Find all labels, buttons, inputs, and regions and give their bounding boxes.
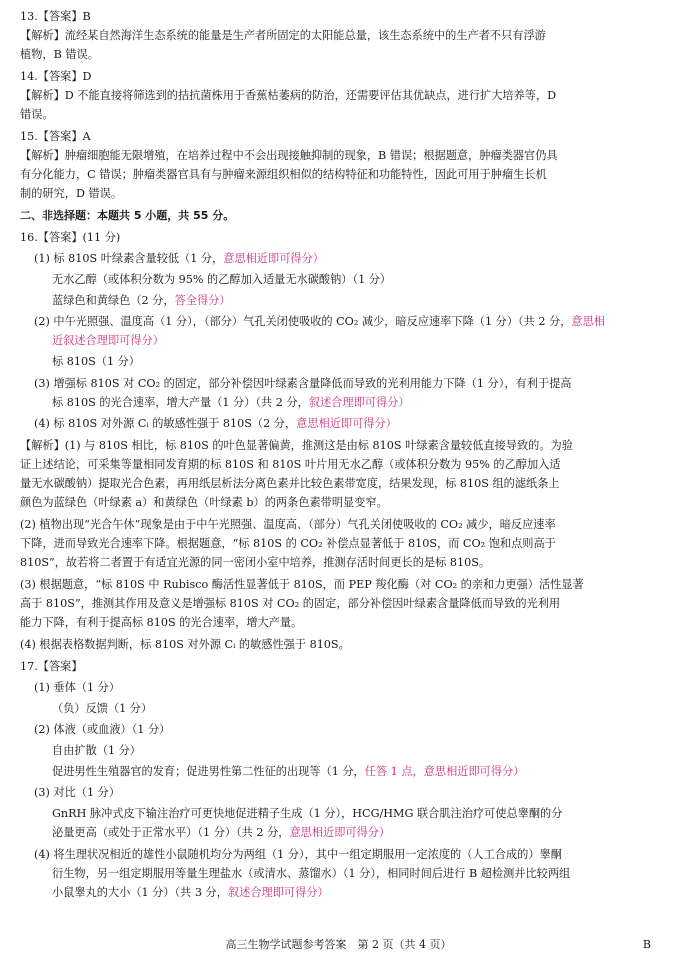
q16-analysis-4: 颜色为蓝绿色（叶绿素 a）和黄绿色（叶绿素 b）的两条色素带明显变窄。 — [20, 496, 388, 509]
footer-version: B — [642, 938, 651, 951]
page-footer — [0, 938, 677, 952]
q15-analysis: 【解析】肿瘤细胞能无限增殖，在培养过程中不会出现接触抑制的现象，B 错误；根据题意，肿瘤类器官仍具 — [20, 149, 558, 162]
q13-analysis-cont: 植物，B 错误。 — [20, 48, 99, 61]
q17-3-cont-2: 泌量更高（或处于正常水平）（1 分）（共 2 分，意思相近即可得分） — [52, 826, 391, 839]
q14-analysis: 【解析】D 不能直接将筛选到的拮抗菌株用于香蕉枯萎病的防治，还需要评估其优缺点，进行扩大培养等，D — [20, 89, 557, 102]
q16-analysis-7: 810S”，故若将二者置于有适宜光源的同一密闭小室中培养，推测存活时间更长的是标 810S。 — [20, 556, 491, 569]
q16-2-answer: 标 810S（1 分） — [52, 355, 140, 368]
q16-1-solvent: 无水乙醇（或体积分数为 95% 的乙醇加入适量无水碳酸钠）（1 分） — [52, 273, 392, 286]
q17-1-line: (1) 垂体（1 分） — [34, 681, 121, 694]
q16-answer: 16.【答案】(11 分) — [20, 231, 121, 244]
q16-2-line: (2) 中午光照强、温度高（1 分），（部分）气孔关闭使吸收的 CO₂ 减少，暗反应速率下降（1 分）（共 2 分，意思相 — [34, 315, 605, 328]
q17-2-diffusion: 自由扩散（1 分） — [52, 744, 141, 757]
q17-3-line: (3) 对比（1 分） — [34, 786, 121, 799]
footer-page-info: 高三生物学试题参考答案 第 2 页（共 4 页） — [225, 938, 452, 951]
q16-analysis-10: 能力下降，有利于提高标 810S 的光合速率，增大产量。 — [20, 616, 303, 629]
q16-1-colors: 蓝绿色和黄绿色（2 分，答全得分） — [52, 294, 231, 307]
q16-analysis-2: 证上述结论，可采集等量相同发育期的标 810S 和 810S 叶片用无水乙醇（或体积分数为 95% 的乙醇加入适 — [20, 458, 561, 471]
q16-3-line: (3) 增强标 810S 对 CO₂ 的固定，部分补偿因叶绿素含量降低而导致的光利用能力下降（1 分），有利于提高 — [34, 377, 572, 390]
q17-1-cont: （负）反馈（1 分） — [52, 702, 153, 715]
q16-3-cont: 标 810S 的光合速率，增大产量（1 分）（共 2 分，叙述合理即可得分） — [52, 396, 410, 409]
q17-4-cont-1: 衍生物，另一组定期服用等量生理盐水（或清水、蒸馏水）（1 分），相同时间后进行 B 超检测并比较两组 — [52, 867, 571, 880]
q15-answer: 15.【答案】A — [20, 130, 91, 143]
q17-4-line: (4) 将生理状况相近的雄性小鼠随机均分为两组（1 分），其中一组定期服用一定浓度的（人工合成的）睾酮 — [34, 848, 562, 861]
q16-analysis-3: 量无水碳酸钠）提取光合色素，再用纸层析法分离色素并比较色素带宽度，结果发现，标 810S 组的滤纸条上 — [20, 477, 560, 490]
q16-analysis-5: (2) 植物出现“光合午休”现象是由于中午光照强、温度高、（部分）气孔关闭使吸收的 CO₂ 减少，暗反应速率 — [20, 518, 556, 531]
q14-answer: 14.【答案】D — [20, 70, 92, 83]
q16-analysis-8: (3) 根据题意，“标 810S 中 Rubisco 酶活性显著低于 810S，而 PEP 羧化酶（对 CO₂ 的亲和力更强）活性显著 — [20, 578, 584, 591]
q17-4-cont-2: 小鼠睾丸的大小（1 分）（共 3 分，叙述合理即可得分） — [52, 886, 329, 899]
q16-4-line: (4) 标 810S 对外源 Cᵢ 的敏感性强于 810S（2 分，意思相近即可得分） — [34, 417, 397, 430]
q16-analysis-9: 高于 810S”，推测其作用及意义是增强标 810S 对 CO₂ 的固定，部分补偿因叶绿素含量降低而导致的光利用 — [20, 597, 561, 610]
q16-analysis-11: (4) 根据表格数据判断，标 810S 对外源 Cᵢ 的敏感性强于 810S。 — [20, 638, 350, 651]
q16-2-cont: 近叙述合理即可得分） — [52, 334, 164, 347]
q16-1-line: (1) 标 810S 叶绿素含量较低（1 分，意思相近即可得分） — [34, 252, 324, 265]
q17-answer: 17.【答案】 — [20, 660, 83, 673]
q17-2-function: 促进男性生殖器官的发育；促进男性第二性征的出现等（1 分，任答 1 点，意思相近即可得分） — [52, 765, 525, 778]
q17-3-cont-1: GnRH 脉冲式皮下输注治疗可更快地促进精子生成（1 分），HCG/HMG 联合肌注治疗可使总睾酮的分 — [52, 807, 563, 820]
q16-analysis-6: 下降，进而导致光合速率下降。根据题意，“标 810S 的 CO₂ 补偿点显著低于 810S，而 CO₂ 饱和点则高于 — [20, 537, 556, 550]
q13-analysis: 【解析】流经某自然海洋生态系统的能量是生产者所固定的太阳能总量，该生态系统中的生产者不只有浮游 — [20, 29, 546, 42]
q14-analysis-cont: 错误。 — [20, 108, 54, 121]
q15-analysis-cont-1: 有分化能力，C 错误；肿瘤类器官具有与肿瘤来源组织相似的结构特征和功能特性，因此可用于肿瘤生长机 — [20, 168, 547, 181]
q16-analysis-1: 【解析】(1) 与 810S 相比，标 810S 的叶色显著偏黄，推测这是由标 810S 叶绿素含量较低直接导致的。为验 — [20, 439, 573, 452]
q17-2-line: (2) 体液（或血液）（1 分） — [34, 723, 171, 736]
q13-answer: 13.【答案】B — [20, 10, 91, 23]
section-heading: 二、非选择题：本题共 5 小题，共 55 分。 — [20, 209, 235, 222]
q15-analysis-cont-2: 制的研究，D 错误。 — [20, 187, 123, 200]
